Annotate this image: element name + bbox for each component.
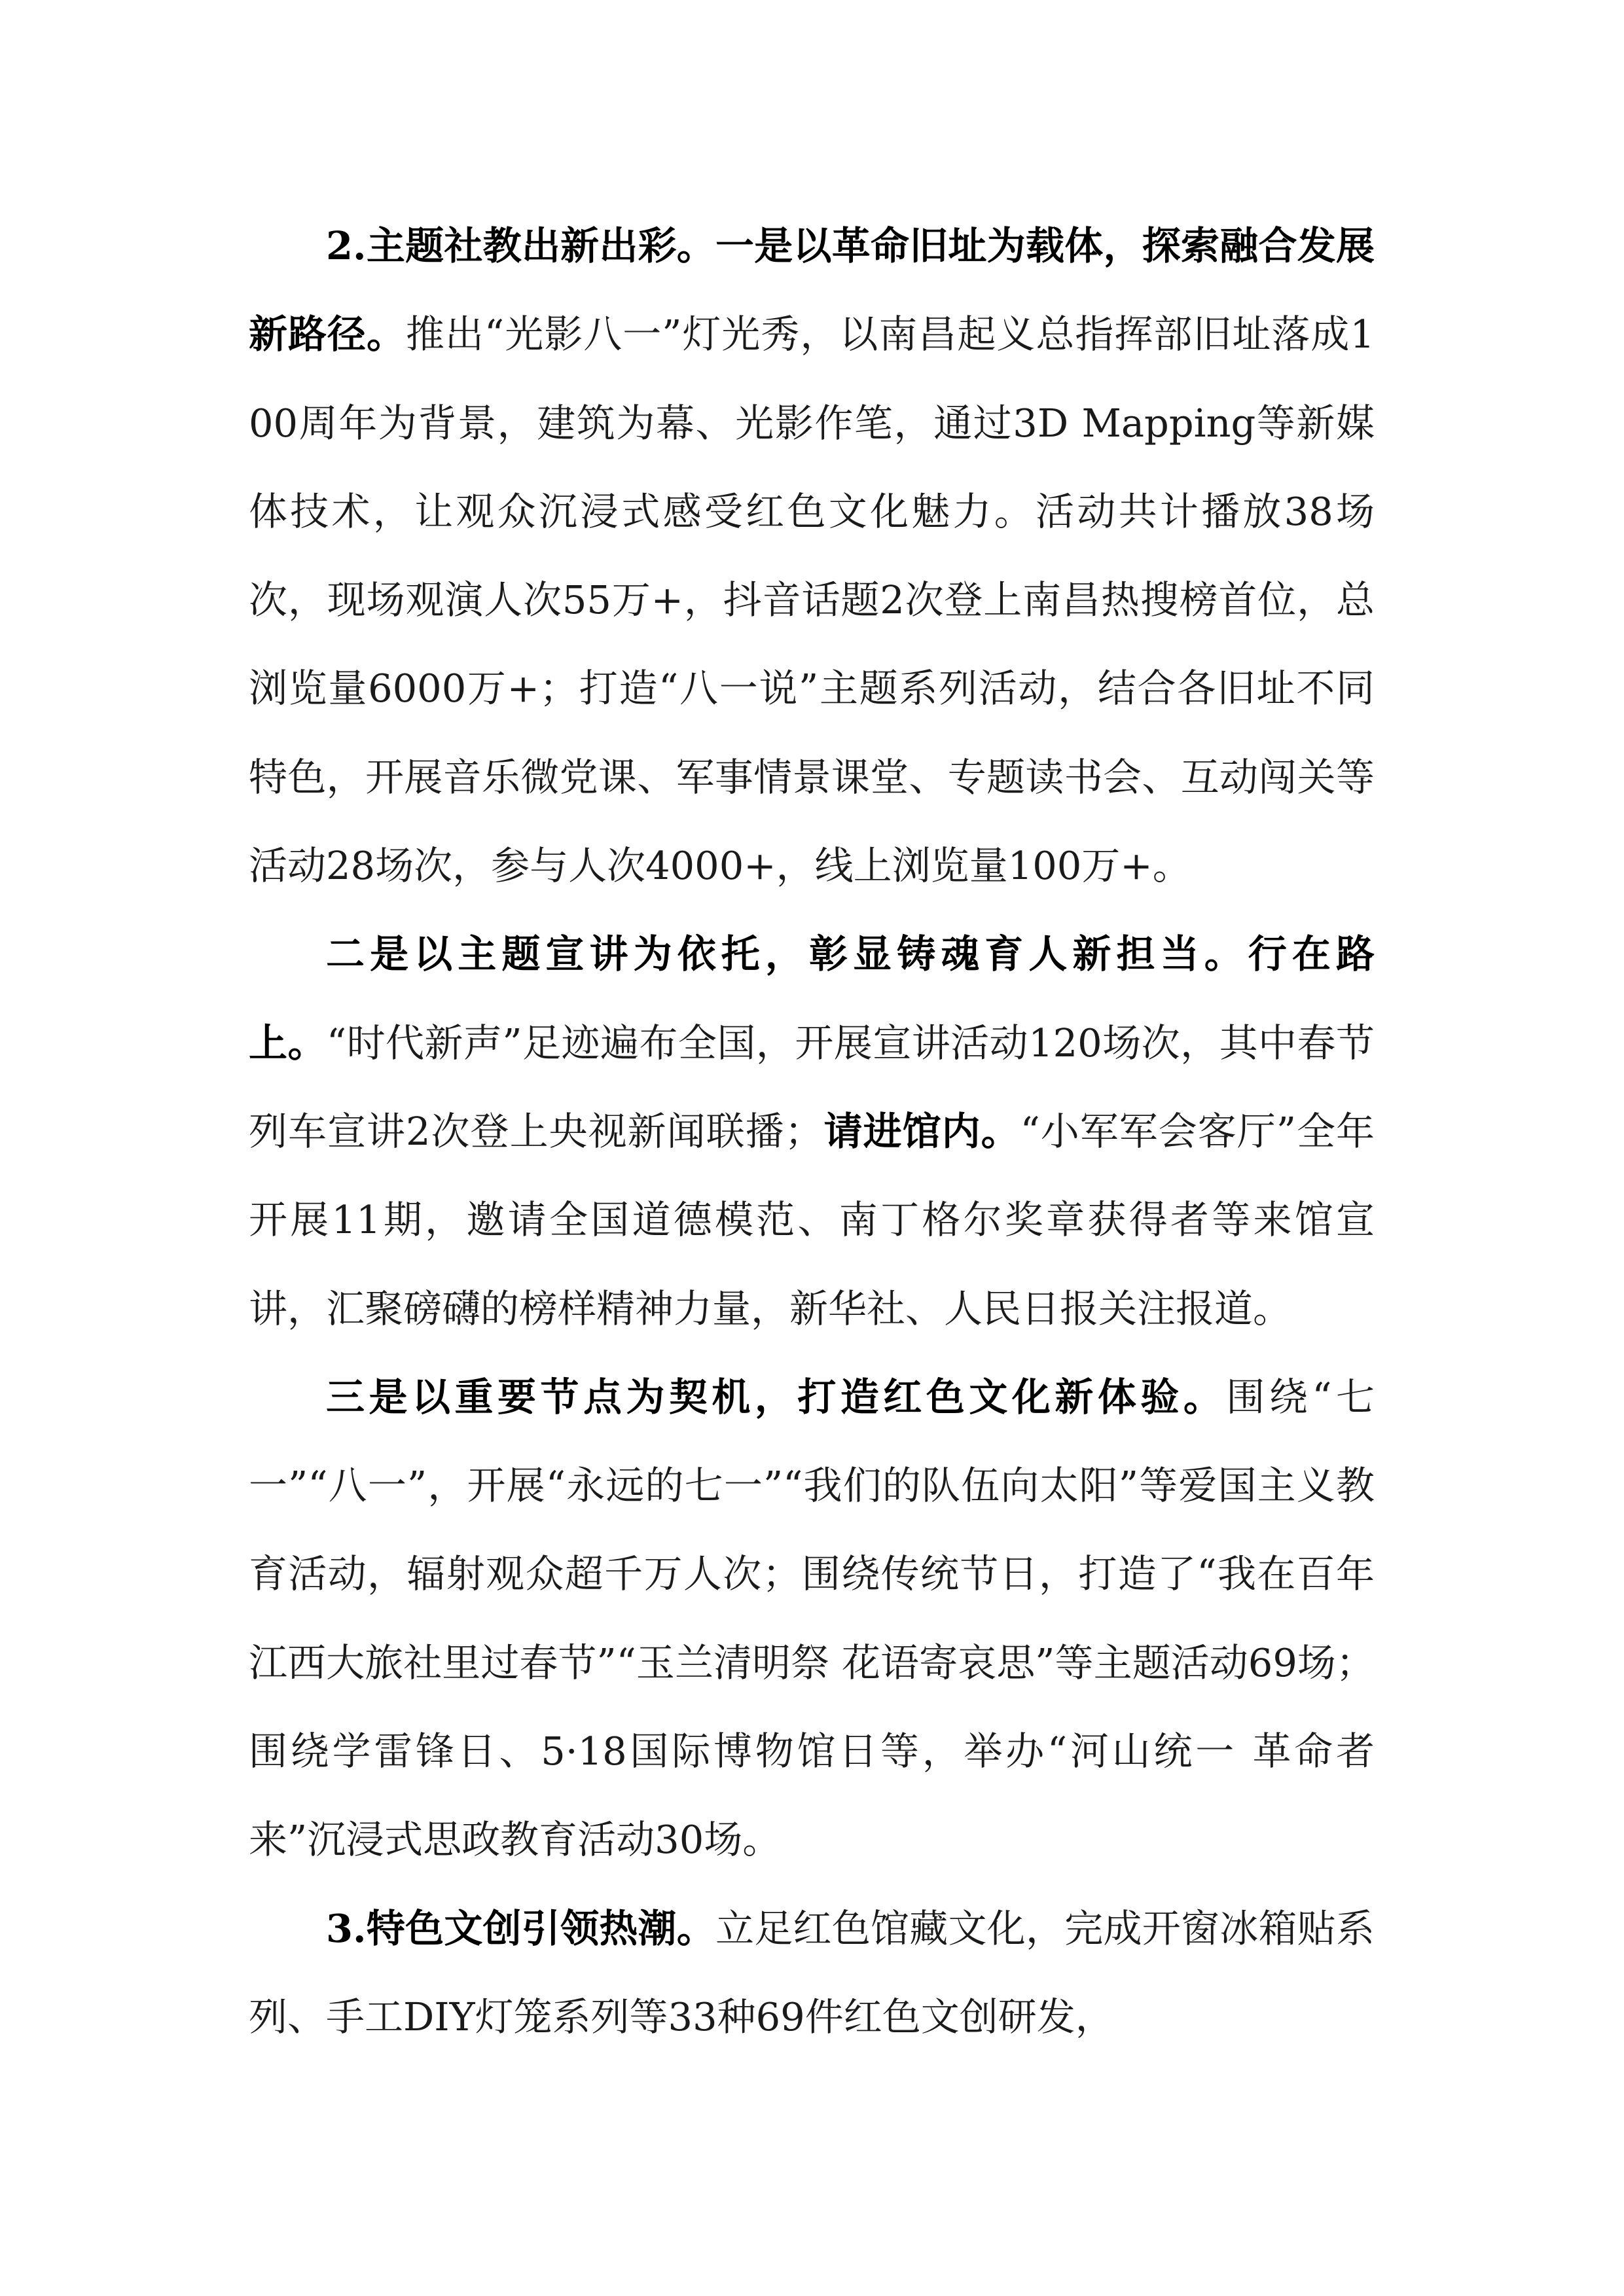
paragraph-heading: 2.主题社教出新出彩。一是以革命旧址为载体，探索融合发展新路径。 (249, 223, 1375, 357)
paragraph-text: 围绕“七一”“八一”，开展“永远的七一”“我们的队伍向太阳”等爱国主义教育活动，辐射观众超千万人次；围绕传统节日，打造了“我在百年江西大旅社里过春节”“玉兰清明祭 花语寄哀思”等主题活动69场；围绕学雷锋日、5·18国际博物馆日等，举办“河山统一 革命者来”沉浸式思政教育活动30场。 (249, 1374, 1375, 1863)
paragraph-heading: 3.特色文创引领热潮。 (326, 1905, 716, 1951)
paragraph-text: “时代新声”足迹遍布全国，开展宣讲活动120场次，其中春节列车宣讲2次登上央视新闻联播； (249, 1020, 1375, 1154)
paragraph-subheading: 请进馆内。 (823, 1108, 1020, 1154)
paragraph-text: “小军军会客厅”全年开展11期，邀请全国道德模范、南丁格尔奖章获得者等来馆宣讲，汇聚磅礴的榜样精神力量，新华社、人民日报关注报道。 (249, 1108, 1375, 1331)
paragraph-text: 推出“光影八一”灯光秀，以南昌起义总指挥部旧址落成100周年为背景，建筑为幕、光影作笔，通过3D Mapping等新媒体技术，让观众沉浸式感受红色文化魅力。活动共计播放38场次，现场观演人次55万+，抖音话题2次登上南昌热搜榜首位，总浏览量6000万+；打造“八一说”主题系列活动，结合各旧址不同特色，开展音乐微党课、军事情景课堂、专题读书会、互动闯关等活动28场次，参与人次4000+，线上浏览量100万+。 (249, 312, 1375, 889)
paragraph-cultural-products (249, 1884, 1375, 2062)
paragraph-heading: 二是以主题宣讲为依托，彰显铸魂育人新担当。行在路上。 (249, 931, 1375, 1066)
paragraph-key-dates (249, 1353, 1375, 1884)
paragraph-theme-lectures (249, 910, 1375, 1352)
paragraph-theme-education (249, 202, 1375, 910)
document-body (249, 202, 1375, 2061)
paragraph-heading: 三是以重要节点为契机，打造红色文化新体验。 (326, 1374, 1227, 1420)
paragraph-text: 立足红色馆藏文化，完成开窗冰箱贴系列、手工DIY灯笼系列等33种69件红色文创研发， (249, 1905, 1375, 2039)
